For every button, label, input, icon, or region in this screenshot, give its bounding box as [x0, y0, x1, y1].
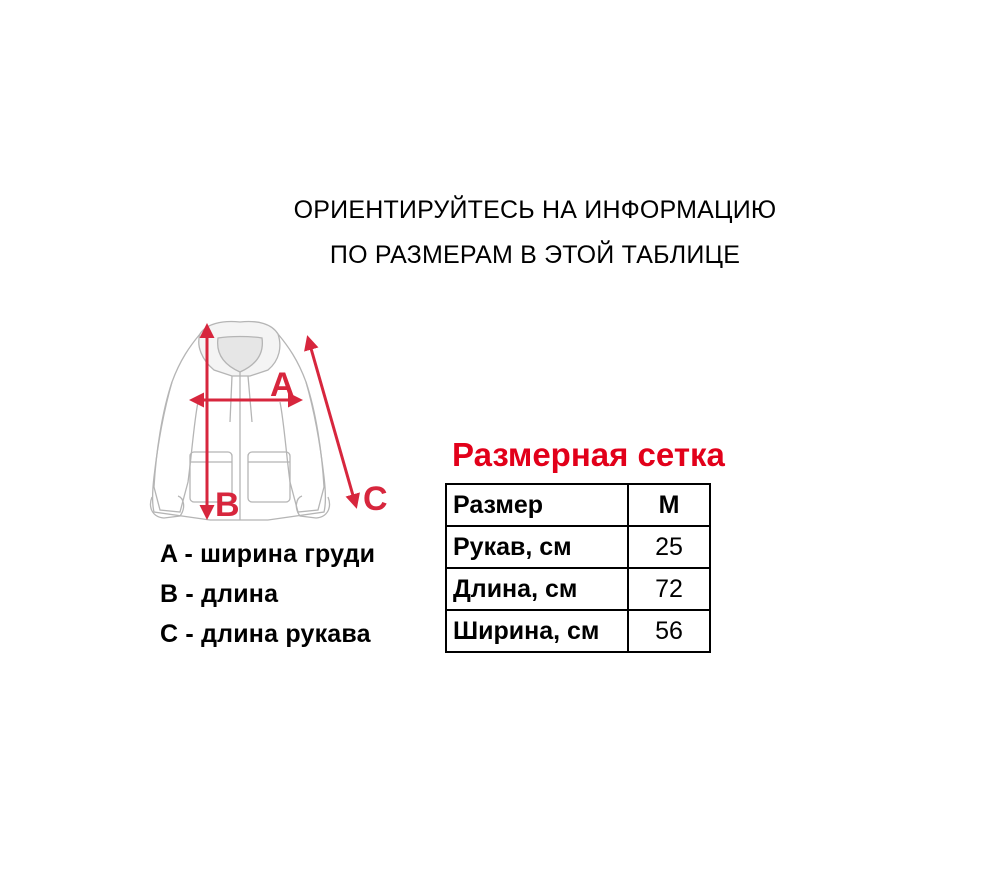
header-label-cell: Размер	[446, 484, 628, 526]
legend-b: B - длина	[160, 580, 279, 608]
row-label-length: Длина, см	[446, 568, 628, 610]
table-header-row	[446, 484, 710, 526]
row-value-length: 72	[628, 568, 710, 610]
row-label-sleeve: Рукав, см	[446, 526, 628, 568]
table-row	[446, 526, 710, 568]
size-chart-title: Размерная сетка	[452, 436, 725, 473]
size-table	[445, 483, 711, 653]
header-size-cell: M	[628, 484, 710, 526]
table-row	[446, 610, 710, 652]
row-value-sleeve: 25	[628, 526, 710, 568]
jacket-measurement-diagram	[140, 312, 410, 527]
table-row	[446, 568, 710, 610]
label-c: C	[363, 480, 388, 518]
headline-line-2: ПО РАЗМЕРАМ В ЭТОЙ ТАБЛИЦЕ	[329, 241, 741, 269]
headline-line-1: ОРИЕНТИРУЙТЕСЬ НА ИНФОРМАЦИЮ	[293, 196, 777, 224]
jacket-outline	[151, 322, 330, 521]
label-a: A	[270, 366, 295, 404]
row-label-width: Ширина, см	[446, 610, 628, 652]
label-b: B	[215, 486, 240, 524]
legend-c: C - длина рукава	[160, 620, 371, 648]
legend-a: A - ширина груди	[160, 540, 376, 568]
row-value-width: 56	[628, 610, 710, 652]
